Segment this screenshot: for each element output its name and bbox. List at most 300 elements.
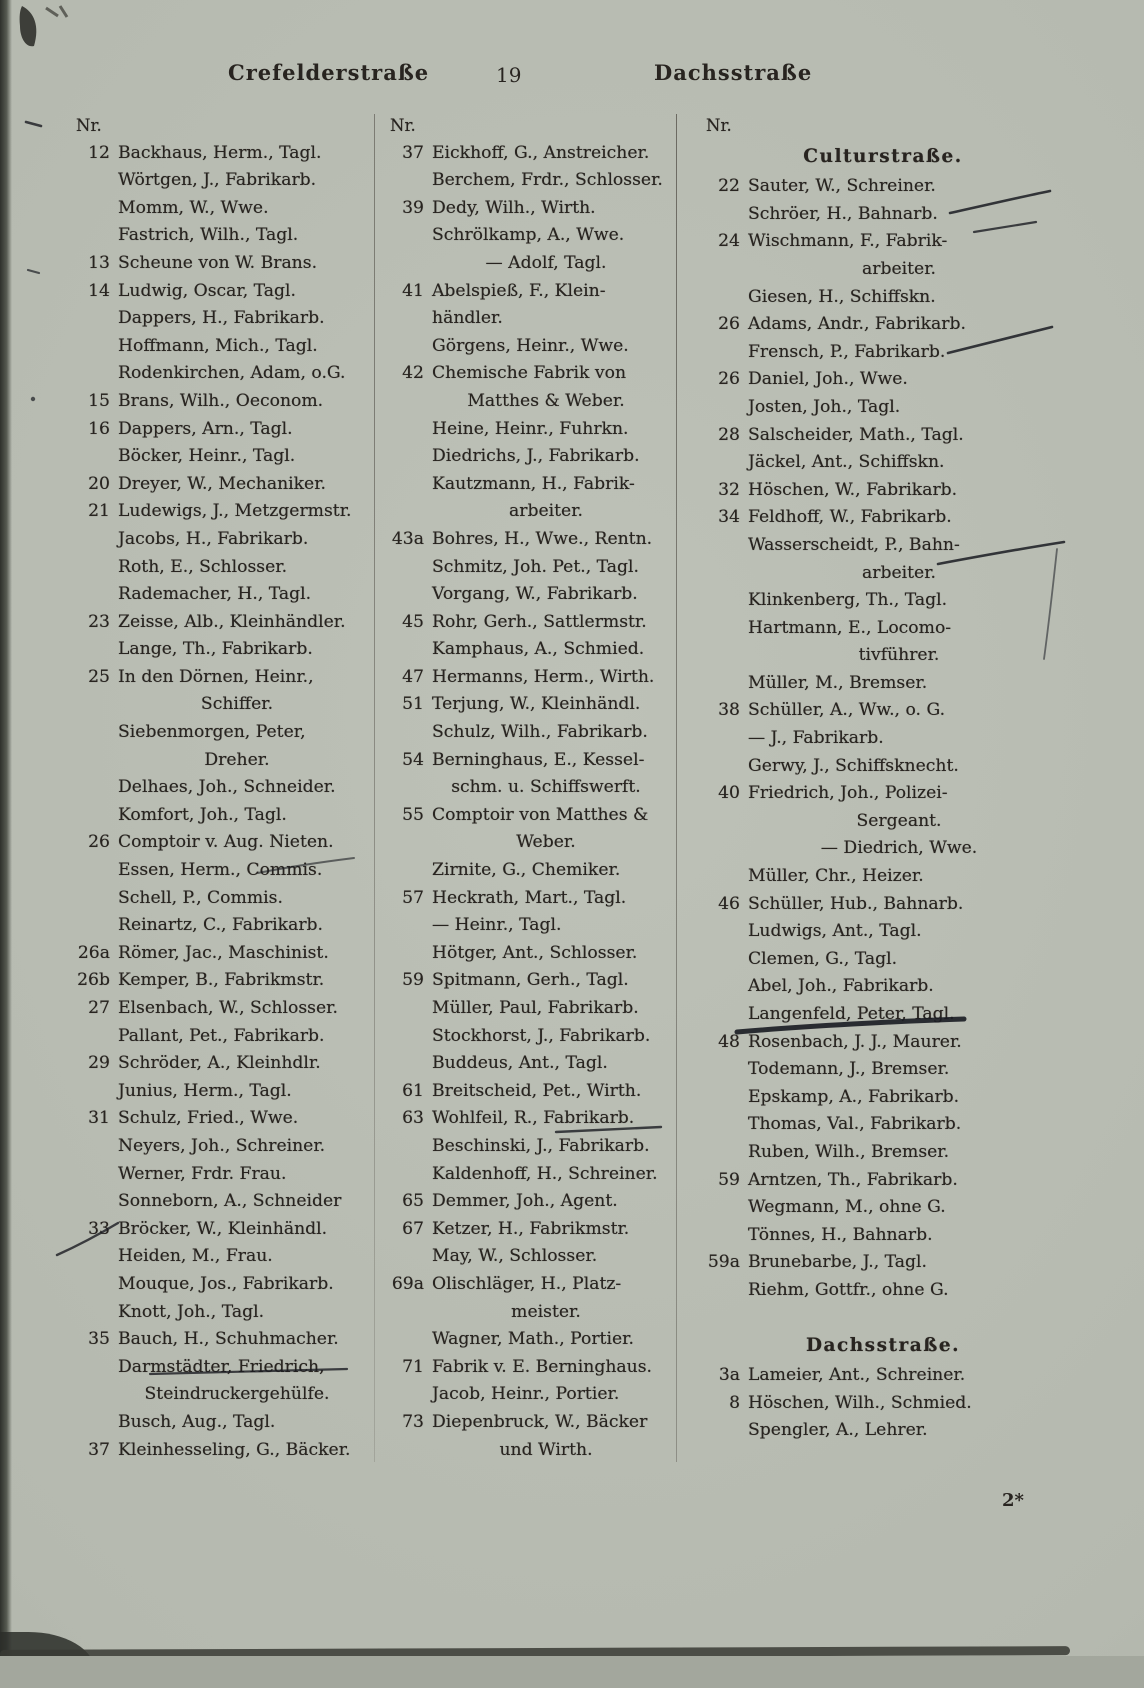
entry-row (72, 581, 370, 609)
columns-container (72, 112, 1064, 1464)
entry-row (702, 946, 1064, 974)
entry-text: Werner, Frdr. Frau. (118, 1163, 287, 1184)
entry-text: Essen, Herm., Commis. (118, 860, 323, 881)
entry-text: Hoffmann, Mich., Tagl. (118, 335, 318, 356)
entry-row (386, 1409, 674, 1437)
entry-text: Hermanns, Herm., Wirth. (432, 666, 655, 687)
entry-row (386, 388, 674, 416)
entry-text: Pallant, Pet., Fabrikarb. (118, 1025, 325, 1046)
entry-row (72, 1271, 370, 1299)
house-number: 34 (718, 507, 740, 528)
entry-text: Backhaus, Herm., Tagl. (118, 142, 322, 163)
entry-row (386, 609, 674, 637)
entry-row (386, 1271, 674, 1299)
entry-text: Elsenbach, W., Schlosser. (118, 998, 338, 1018)
entry-text: Müller, Paul, Fabrikarb. (432, 998, 639, 1018)
entry-text: Breitscheid, Pet., Wirth. (432, 1080, 642, 1101)
house-number: 16 (88, 418, 110, 439)
entry-text: Schröer, H., Bahnarb. (748, 203, 938, 224)
entry-row (72, 140, 370, 168)
entry-text: Bauch, H., Schuhmacher. (118, 1329, 339, 1350)
entry-row (702, 1056, 1064, 1084)
entry-row (702, 1084, 1064, 1112)
entry-row (72, 609, 370, 637)
entry-text: Ludwig, Oscar, Tagl. (118, 280, 296, 301)
entry-text: Heiden, M., Frau. (118, 1246, 273, 1267)
page-number: 19 (496, 63, 522, 87)
entry-text: Rosenbach, J. J., Maurer. (748, 1031, 962, 1052)
entry-row (386, 250, 674, 278)
entry-row (72, 167, 370, 195)
entry-text: Rohr, Gerh., Sattlermstr. (432, 611, 647, 632)
entry-text: Salscheider, Math., Tagl. (748, 424, 964, 445)
house-number: 26b (77, 970, 110, 991)
entry-row (702, 449, 1064, 477)
house-number: 20 (88, 473, 110, 494)
entry-row (702, 284, 1064, 312)
entry-text: arbeiter. (508, 501, 583, 522)
entry-text: Brans, Wilh., Oeconom. (118, 390, 324, 411)
house-number: 46 (718, 893, 740, 914)
house-number: 14 (88, 280, 110, 301)
entry-text: Römer, Jac., Maschinist. (118, 942, 329, 963)
entry-row (72, 388, 370, 416)
entry-row (72, 1078, 370, 1106)
entry-row (386, 747, 674, 775)
entry-row (702, 173, 1064, 201)
entry-text: Daniel, Joh., Wwe. (748, 369, 908, 390)
entry-row (386, 691, 674, 719)
entry-text: Thomas, Val., Fabrikarb. (748, 1114, 962, 1135)
entry-row (702, 753, 1064, 781)
entry-text: Abel, Joh., Fabrikarb. (748, 976, 934, 997)
entry-text: Arntzen, Th., Fabrikarb. (748, 1169, 958, 1190)
entry-text: Heine, Heinr., Fuhrkn. (432, 418, 629, 439)
entry-row (72, 416, 370, 444)
entry-text: schm. u. Schiffswerft. (451, 777, 641, 798)
entry-text: Eickhoff, G., Anstreicher. (432, 142, 650, 163)
entry-row (386, 1023, 674, 1051)
house-number: 25 (88, 666, 110, 687)
entry-row (702, 1029, 1064, 1057)
entry-text: Clemen, G., Tagl. (748, 948, 898, 969)
house-number: 47 (402, 666, 424, 687)
entry-row (386, 1326, 674, 1354)
entry-text: Siebenmorgen, Peter, (118, 722, 306, 743)
entry-text: meister. (511, 1301, 581, 1322)
entry-text: Feldhoff, W., Fabrikarb. (748, 507, 952, 528)
entry-text: Schüller, A., Ww., o. G. (748, 700, 946, 721)
entry-text: Friedrich, Joh., Polizei- (748, 783, 948, 804)
house-number: 26 (718, 314, 740, 335)
entry-row (386, 195, 674, 223)
entry-row (72, 664, 370, 692)
entry-text: tivführer. (858, 645, 940, 666)
entry-row (702, 311, 1064, 339)
entry-row (702, 835, 1064, 863)
entry-row (72, 1216, 370, 1244)
entry-row (702, 394, 1064, 422)
entry-text: Wasserscheidt, P., Bahn- (748, 534, 960, 555)
entry-row (72, 774, 370, 802)
house-number: 71 (402, 1356, 424, 1377)
entry-row (72, 829, 370, 857)
entry-text: Comptoir von Matthes & (432, 804, 649, 825)
entry-text: Tönnes, H., Bahnarb. (748, 1224, 933, 1245)
entry-text: Görgens, Heinr., Wwe. (432, 335, 629, 356)
entry-text: Dappers, Arn., Tagl. (118, 418, 293, 439)
entry-row (386, 443, 674, 471)
entry-row (386, 719, 674, 747)
entry-row (702, 670, 1064, 698)
house-number: 27 (88, 998, 110, 1018)
entry-text: Kamphaus, A., Schmied. (432, 639, 645, 660)
entry-text: Jacob, Heinr., Portier. (432, 1384, 620, 1405)
entry-row (72, 857, 370, 885)
entry-row (702, 1167, 1064, 1195)
entry-text: händler. (432, 308, 503, 329)
entry-row (72, 636, 370, 664)
entry-text: Weber. (516, 832, 576, 853)
entry-text: Berchem, Frdr., Schlosser. (432, 170, 663, 191)
header-right-street: Dachsstraße (654, 60, 813, 85)
house-number: 41 (402, 280, 424, 301)
entry-text: Schmitz, Joh. Pet., Tagl. (432, 556, 639, 577)
entry-text: Neyers, Joh., Schreiner. (118, 1135, 326, 1156)
entry-text: Ketzer, H., Fabrikmstr. (432, 1218, 630, 1239)
entry-text: Höschen, Wilh., Schmied. (748, 1392, 972, 1413)
entry-row (72, 1161, 370, 1189)
entry-text: Böcker, Heinr., Tagl. (118, 446, 296, 467)
header-left-street: Crefelderstraße (228, 60, 430, 85)
house-number: 39 (402, 197, 424, 218)
entry-text: Knott, Joh., Tagl. (118, 1301, 265, 1322)
entry-text: Schiffer. (200, 694, 274, 715)
house-number: 22 (718, 176, 740, 197)
house-number: 40 (718, 783, 740, 804)
entry-row (386, 278, 674, 306)
column-nr-label: Nr. (706, 116, 732, 135)
entry-text: Reinartz, C., Fabrikarb. (118, 915, 324, 936)
entry-row (386, 305, 674, 333)
entry-text: Höschen, W., Fabrikarb. (748, 479, 958, 500)
house-number: 67 (402, 1218, 424, 1239)
entry-row (72, 912, 370, 940)
entry-row (72, 1354, 370, 1382)
entry-row (702, 504, 1064, 532)
entry-text: Darmstädter, Friedrich, (118, 1356, 325, 1377)
entry-text: Müller, M., Bremser. (748, 672, 928, 693)
entry-text: Rodenkirchen, Adam, o.G. (118, 363, 346, 384)
street-heading: Culturstraße. (803, 145, 963, 167)
entry-text: arbeiter. (861, 562, 936, 583)
entry-row (386, 995, 674, 1023)
house-number: 26 (88, 832, 110, 853)
entry-row (386, 802, 674, 830)
house-number: 61 (402, 1080, 424, 1101)
entry-row (702, 1222, 1064, 1250)
house-number: 63 (402, 1108, 424, 1129)
entry-text: Wagner, Math., Portier. (432, 1329, 634, 1350)
entry-row (386, 1437, 674, 1465)
entry-text: Delhaes, Joh., Schneider. (118, 777, 336, 798)
entry-text: Wegmann, M., ohne G. (748, 1197, 946, 1218)
entry-text: Fastrich, Wilh., Tagl. (118, 225, 299, 246)
house-number: 8 (729, 1392, 740, 1413)
entry-row (386, 636, 674, 664)
section-gap (702, 1305, 1064, 1329)
entry-row (72, 360, 370, 388)
entry-text: Fabrik v. E. Berninghaus. (432, 1356, 652, 1377)
entry-text: Epskamp, A., Fabrikarb. (748, 1086, 960, 1107)
entry-text: Adams, Andr., Fabrikarb. (748, 314, 966, 335)
entry-row (702, 863, 1064, 891)
entry-text: Gerwy, J., Schiffsknecht. (748, 755, 959, 776)
entry-row (702, 477, 1064, 505)
house-number: 73 (402, 1411, 424, 1432)
entry-text: Comptoir v. Aug. Nieten. (118, 832, 334, 853)
entry-row (386, 1381, 674, 1409)
entry-row (386, 885, 674, 913)
entry-text: Jacobs, H., Fabrikarb. (118, 528, 309, 549)
entry-text: Rademacher, H., Tagl. (118, 584, 312, 605)
house-number: 51 (402, 694, 424, 715)
pen-margin-tick (28, 270, 39, 273)
house-number: 57 (402, 887, 424, 908)
entry-text: Mouque, Jos., Fabrikarb. (118, 1273, 334, 1294)
entry-row (386, 140, 674, 168)
entry-text: Zeisse, Alb., Kleinhändler. (118, 611, 346, 632)
entry-text: Abelspieß, F., Klein- (432, 280, 606, 301)
entry-row (702, 1001, 1064, 1029)
entry-row (386, 471, 674, 499)
entry-row (72, 1188, 370, 1216)
entry-row (702, 228, 1064, 256)
house-number: 26 (718, 369, 740, 390)
entry-text: Komfort, Joh., Tagl. (118, 804, 287, 825)
entry-text: May, W., Schlosser. (432, 1246, 598, 1267)
entry-row (72, 747, 370, 775)
house-number: 59a (707, 1252, 740, 1273)
entry-text: Ruben, Wilh., Bremser. (748, 1141, 950, 1162)
entry-row (702, 201, 1064, 229)
house-number: 45 (402, 611, 424, 632)
entry-row (72, 471, 370, 499)
house-number: 55 (402, 804, 424, 825)
entry-text: Kemper, B., Fabrikmstr. (118, 970, 325, 991)
entry-text: Jäckel, Ant., Schiffskn. (748, 452, 945, 473)
entry-text: Diedrichs, J., Fabrikarb. (432, 446, 640, 467)
entry-text: Dreyer, W., Mechaniker. (118, 473, 327, 494)
entry-text: Buddeus, Ant., Tagl. (432, 1053, 608, 1074)
scan-edge-left (0, 0, 12, 1688)
entry-text: Demmer, Joh., Agent. (432, 1191, 618, 1212)
entry-row (386, 1105, 674, 1133)
house-number: 13 (88, 252, 110, 273)
house-number: 38 (718, 700, 740, 721)
entry-text: und Wirth. (499, 1439, 593, 1460)
entry-row (72, 1050, 370, 1078)
entry-text: In den Dörnen, Heinr., (118, 666, 314, 687)
entry-row (386, 1299, 674, 1327)
entry-row (386, 1133, 674, 1161)
scan-next-page-edge (0, 1656, 1144, 1688)
entry-row (386, 829, 674, 857)
entry-row (72, 498, 370, 526)
house-number: 12 (88, 142, 110, 163)
entry-text: Schrölkamp, A., Wwe. (432, 225, 625, 246)
entry-text: Riehm, Gottfr., ohne G. (748, 1279, 949, 1300)
entry-text: Müller, Chr., Heizer. (748, 866, 924, 887)
entry-text: Schell, P., Commis. (118, 887, 283, 908)
entry-row (386, 664, 674, 692)
pen-margin-dot (31, 397, 35, 401)
entry-row (72, 967, 370, 995)
entry-row (386, 167, 674, 195)
entry-row (72, 195, 370, 223)
entry-text: Steindruckergehülfe. (144, 1384, 330, 1405)
entry-row (72, 278, 370, 306)
entry-text: Schröder, A., Kleinhdlr. (118, 1053, 321, 1074)
entry-row (72, 1409, 370, 1437)
entry-row (386, 1243, 674, 1271)
entry-row (72, 554, 370, 582)
house-number: 21 (88, 501, 110, 522)
entry-text: Lange, Th., Fabrikarb. (118, 639, 313, 660)
entry-row (386, 857, 674, 885)
entry-text: — Heinr., Tagl. (432, 915, 562, 936)
entry-row (72, 940, 370, 968)
entry-row (702, 560, 1064, 588)
entry-text: arbeiter. (861, 258, 936, 279)
entry-row (702, 422, 1064, 450)
entry-row (702, 256, 1064, 284)
entry-row (702, 973, 1064, 1001)
entry-row (72, 1381, 370, 1409)
entry-row (702, 366, 1064, 394)
entry-text: Langenfeld, Peter, Tagl. (748, 1004, 955, 1024)
house-number: 23 (88, 611, 110, 632)
entry-row (386, 940, 674, 968)
scan-blot (20, 6, 37, 46)
entry-text: — Adolf, Tagl. (485, 252, 607, 273)
entry-text: Schulz, Fried., Wwe. (118, 1108, 299, 1129)
house-number: 33 (88, 1218, 110, 1239)
entry-row (72, 802, 370, 830)
entry-text: Todemann, J., Bremser. (748, 1059, 950, 1080)
entry-text: Dappers, H., Fabrikarb. (118, 308, 325, 329)
house-number: 37 (88, 1439, 110, 1460)
entry-text: Schüller, Hub., Bahnarb. (748, 893, 964, 914)
house-number: 43a (391, 528, 424, 549)
entry-row (72, 1437, 370, 1465)
entry-row (702, 1111, 1064, 1139)
entry-text: Sergeant. (856, 810, 942, 831)
entry-row (702, 1277, 1064, 1305)
house-number: 32 (718, 479, 740, 500)
entry-row (72, 1133, 370, 1161)
entry-text: Beschinski, J., Fabrikarb. (432, 1135, 650, 1156)
entry-row (702, 1194, 1064, 1222)
entry-row (386, 1050, 674, 1078)
entry-row (702, 891, 1064, 919)
entry-row (386, 554, 674, 582)
house-number: 65 (402, 1191, 424, 1212)
entry-text: Klinkenberg, Th., Tagl. (748, 590, 948, 611)
entry-row (702, 587, 1064, 615)
entry-text: Kleinhesseling, G., Bäcker. (118, 1439, 351, 1460)
entry-row (702, 532, 1064, 560)
entry-text: Sonneborn, A., Schneider (118, 1191, 342, 1212)
entry-row (702, 1417, 1064, 1445)
pen-margin-tick (26, 122, 41, 126)
entry-text: Josten, Joh., Tagl. (748, 396, 901, 417)
entry-row (386, 1078, 674, 1106)
entry-text: Brunebarbe, J., Tagl. (748, 1252, 928, 1273)
house-number: 29 (88, 1053, 110, 1074)
house-number: 59 (718, 1169, 740, 1190)
house-number: 31 (88, 1108, 110, 1129)
entry-text: Chemische Fabrik von (432, 363, 627, 384)
entry-text: — Diedrich, Wwe. (820, 838, 978, 859)
entry-row (702, 725, 1064, 753)
house-number: 24 (718, 231, 740, 252)
scan-blot (46, 6, 67, 17)
house-number: 35 (88, 1329, 110, 1350)
house-number: 59 (402, 970, 424, 991)
entry-text: Dreher. (204, 749, 270, 770)
entry-text: Stockhorst, J., Fabrikarb. (432, 1025, 651, 1046)
entry-row (72, 995, 370, 1023)
entry-text: Schulz, Wilh., Fabrikarb. (432, 722, 648, 743)
entry-row (72, 1105, 370, 1133)
entry-row (702, 780, 1064, 808)
entry-row (72, 691, 370, 719)
entry-text: Kautzmann, H., Fabrik- (432, 473, 635, 494)
entry-text: Zirnite, G., Chemiker. (432, 860, 621, 881)
signature-mark: 2* (1002, 1490, 1024, 1511)
entry-text: Olischläger, H., Platz- (432, 1273, 622, 1294)
entry-text: Busch, Aug., Tagl. (118, 1411, 276, 1432)
entry-row (386, 967, 674, 995)
entry-text: Berninghaus, E., Kessel- (432, 749, 645, 770)
entry-text: Ludwigs, Ant., Tagl. (748, 921, 922, 942)
house-number: 3a (718, 1365, 740, 1386)
entry-row (72, 222, 370, 250)
entry-text: Scheune von W. Brans. (118, 252, 318, 273)
entry-row (702, 697, 1064, 725)
entry-row (386, 333, 674, 361)
entry-row (702, 1139, 1064, 1167)
entry-row (386, 1216, 674, 1244)
entry-text: Spengler, A., Lehrer. (748, 1420, 928, 1441)
entry-row (702, 918, 1064, 946)
entry-row (72, 1299, 370, 1327)
entry-row (386, 360, 674, 388)
entry-row (702, 339, 1064, 367)
entry-row (386, 912, 674, 940)
entry-row (386, 416, 674, 444)
entry-text: Bröcker, W., Kleinhändl. (118, 1218, 328, 1239)
entry-row (386, 1354, 674, 1382)
entry-text: Hartmann, E., Locomo- (748, 617, 952, 638)
entry-text: Lameier, Ant., Schreiner. (748, 1365, 966, 1386)
entry-text: Sauter, W., Schreiner. (748, 176, 936, 197)
entry-text: Wohlfeil, R., Fabrikarb. (432, 1108, 635, 1129)
entry-row (386, 498, 674, 526)
column-nr-label: Nr. (390, 116, 416, 135)
house-number: 37 (402, 142, 424, 163)
